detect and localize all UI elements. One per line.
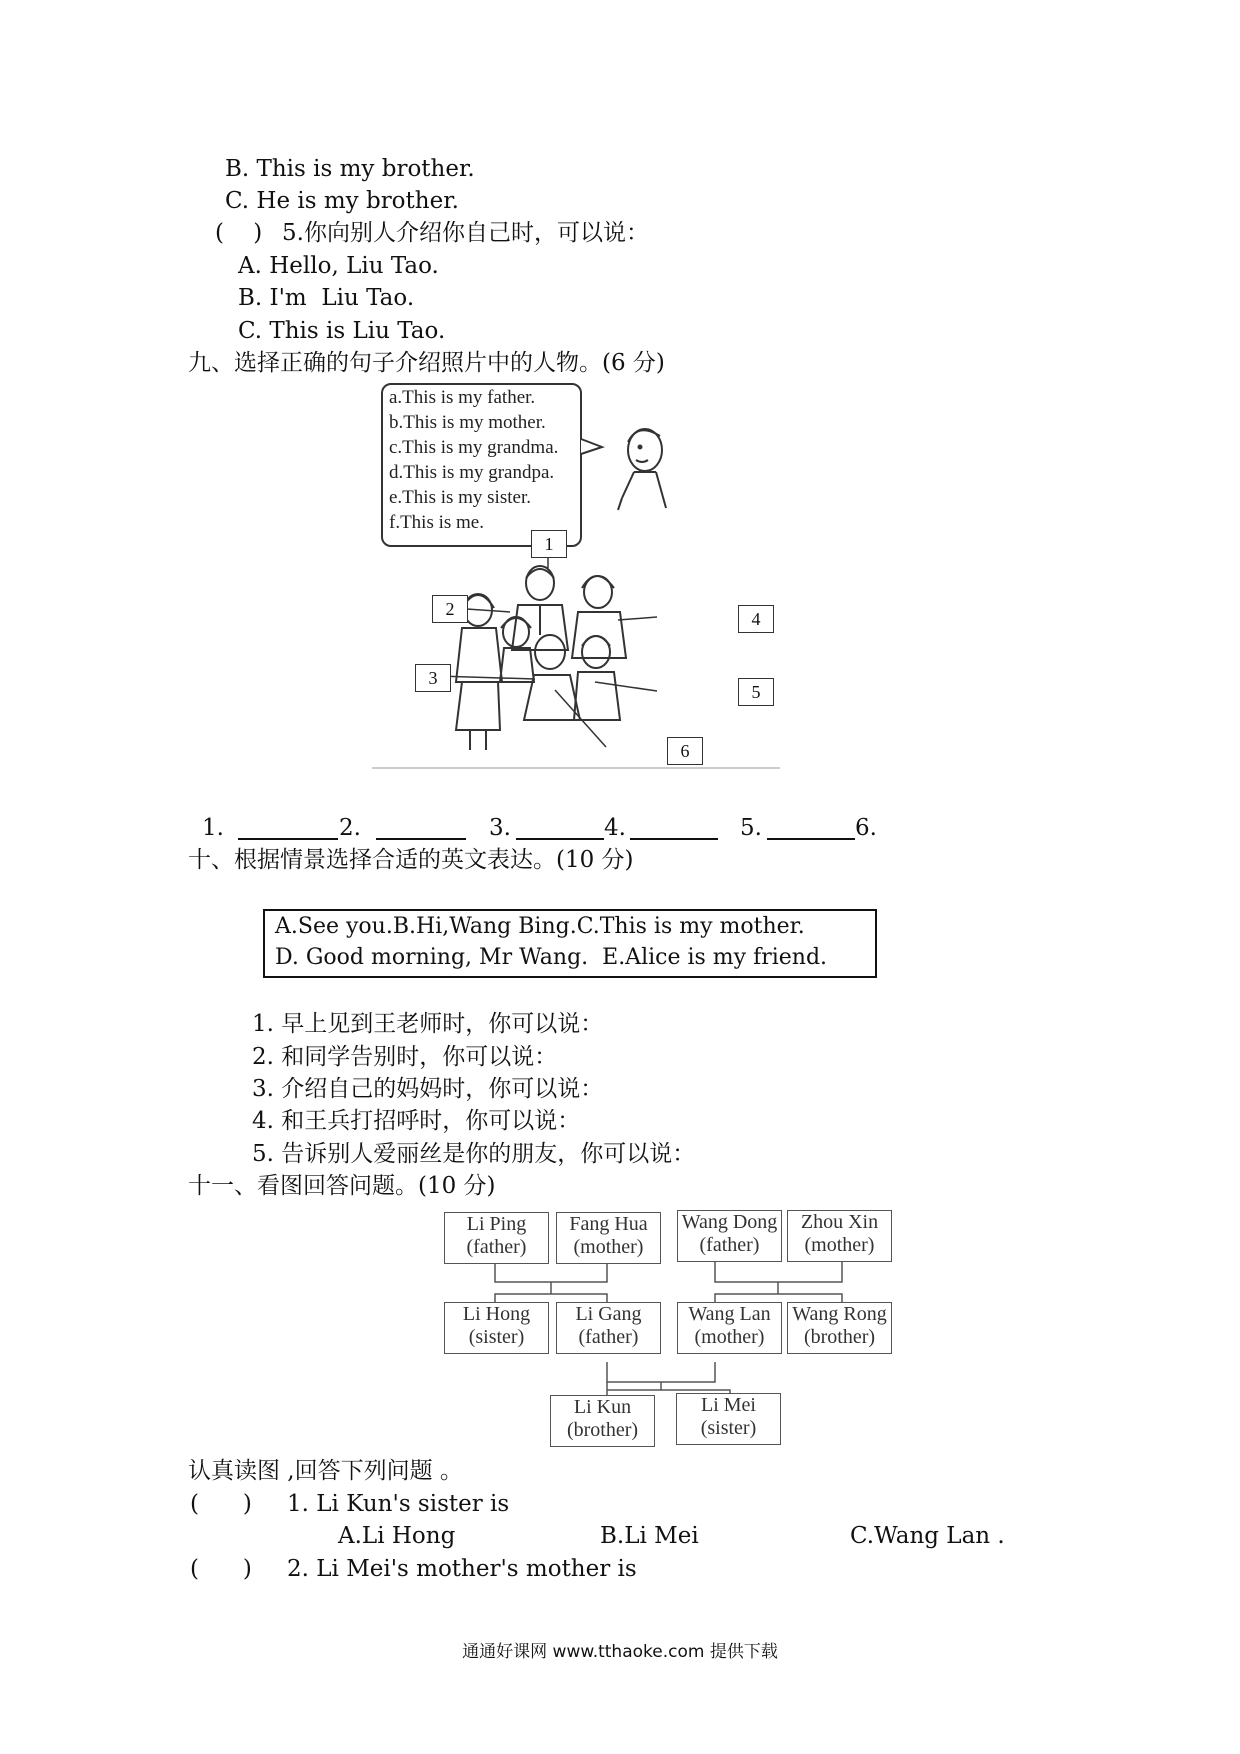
option-c: C. He is my brother. [225,188,459,214]
photo-label-4: 4 [738,605,774,633]
answer-label-1: 1. [202,815,224,841]
photo-label-6: 6 [667,737,703,765]
tree-name: Wang Lan [688,1303,771,1325]
section-11-title: 十一、看图回答问题。(10 分) [188,1173,496,1199]
tree-box-wang-rong [787,1302,892,1354]
answer-paren: ( ) [215,220,263,246]
tree-role: (brother) [566,1419,639,1441]
q5-option-b: B. I'm Liu Tao. [238,285,415,311]
tree-box-li-hong [444,1302,549,1354]
q1-option-c: C.Wang Lan . [850,1523,1005,1549]
question-5: 5.你向别人介绍你自己时，可以说： [282,220,649,246]
answer-label-3: 3. [489,815,511,841]
tree-name: Li Mei [701,1394,756,1416]
page-footer: 通通好课网 www.tthaoke.com 提供下载 [462,1642,778,1662]
situation-item: 4. 和王兵打招呼时，你可以说： [252,1108,581,1134]
tree-role: (mother) [804,1234,875,1256]
tree-role: (father) [578,1326,639,1348]
tree-role: (mother) [573,1236,644,1258]
boy-speaker-icon [618,429,666,510]
tree-box-wang-lan [677,1302,782,1354]
options-line-2: D. Good morning, Mr Wang. E.Alice is my friend. [275,945,828,970]
situation-item: 1. 早上见到王老师时，你可以说： [252,1011,604,1037]
situation-item: 5. 告诉别人爱丽丝是你的朋友，你可以说： [252,1141,696,1167]
tree-role: (father) [699,1234,760,1256]
tree-box-li-mei [676,1393,781,1445]
tree-box-li-kun [550,1395,655,1447]
section-9-title: 九、选择正确的句子介绍照片中的人物。(6 分) [188,350,665,376]
tree-role: (father) [466,1236,527,1258]
situation-item: 2. 和同学告别时，你可以说： [252,1044,558,1070]
question-1: 1. Li Kun's sister is [287,1491,510,1517]
answer-label-2: 2. [339,815,361,841]
tree-box-wang-dong [677,1210,782,1262]
tree-box-li-ping [444,1212,549,1264]
q1-option-b: B.Li Mei [600,1523,699,1549]
tree-name: Fang Hua [569,1213,648,1235]
tree-name: Li Gang [575,1303,642,1325]
answer-blank-5[interactable] [767,838,855,840]
section-10-title: 十、根据情景选择合适的英文表达。(10 分) [188,847,634,873]
tree-role: (mother) [694,1326,765,1348]
question-2: 2. Li Mei's mother's mother is [287,1556,637,1582]
answer-label-5: 5. [740,815,762,841]
tree-name: Wang Dong [681,1211,778,1233]
q1-option-a: A.Li Hong [338,1523,456,1549]
options-box [263,909,877,978]
q5-option-a: A. Hello, Liu Tao. [238,253,439,279]
tree-box-zhou-xin [787,1210,892,1262]
speech-line: f.This is me. [389,512,484,533]
photo-label-1: 1 [531,530,567,558]
answer-blank-2[interactable] [376,838,466,840]
photo-label-5: 5 [738,678,774,706]
tree-box-fang-hua [556,1212,661,1264]
answer-blank-4[interactable] [630,838,718,840]
photo-label-2: 2 [432,595,468,623]
photo-label-3: 3 [415,664,451,692]
q5-option-c: C. This is Liu Tao. [238,318,446,344]
option-b: B. This is my brother. [225,156,475,182]
tree-name: Li Hong [462,1303,531,1325]
tree-name: Li Ping [466,1213,527,1235]
tree-role: (brother) [803,1326,876,1348]
situation-item: 3. 介绍自己的妈妈时，你可以说： [252,1076,604,1102]
answer-paren[interactable]: ( ) [190,1556,252,1582]
speech-line: d.This is my grandpa. [389,462,555,483]
tree-role: (sister) [468,1326,525,1348]
answer-label-4: 4. [604,815,626,841]
answer-label-6: 6. [855,815,877,841]
speech-line: e.This is my sister. [389,487,531,508]
tree-role: (sister) [700,1417,757,1439]
answer-blank-3[interactable] [516,838,604,840]
options-line-1: A.See you.B.Hi,Wang Bing.C.This is my mother. [275,914,805,939]
instruction: 认真读图 ,回答下列问题 。 [188,1458,463,1484]
tree-name: Wang Rong [792,1303,887,1325]
tree-name: Li Kun [573,1396,632,1418]
answer-blank-1[interactable] [238,838,338,840]
speech-line: c.This is my grandma. [389,437,559,458]
tree-box-li-gang [556,1302,661,1354]
speech-line: b.This is my mother. [389,412,546,433]
answer-paren[interactable]: ( ) [190,1491,252,1517]
tree-name: Zhou Xin [800,1211,879,1233]
speech-line: a.This is my father. [389,387,536,408]
